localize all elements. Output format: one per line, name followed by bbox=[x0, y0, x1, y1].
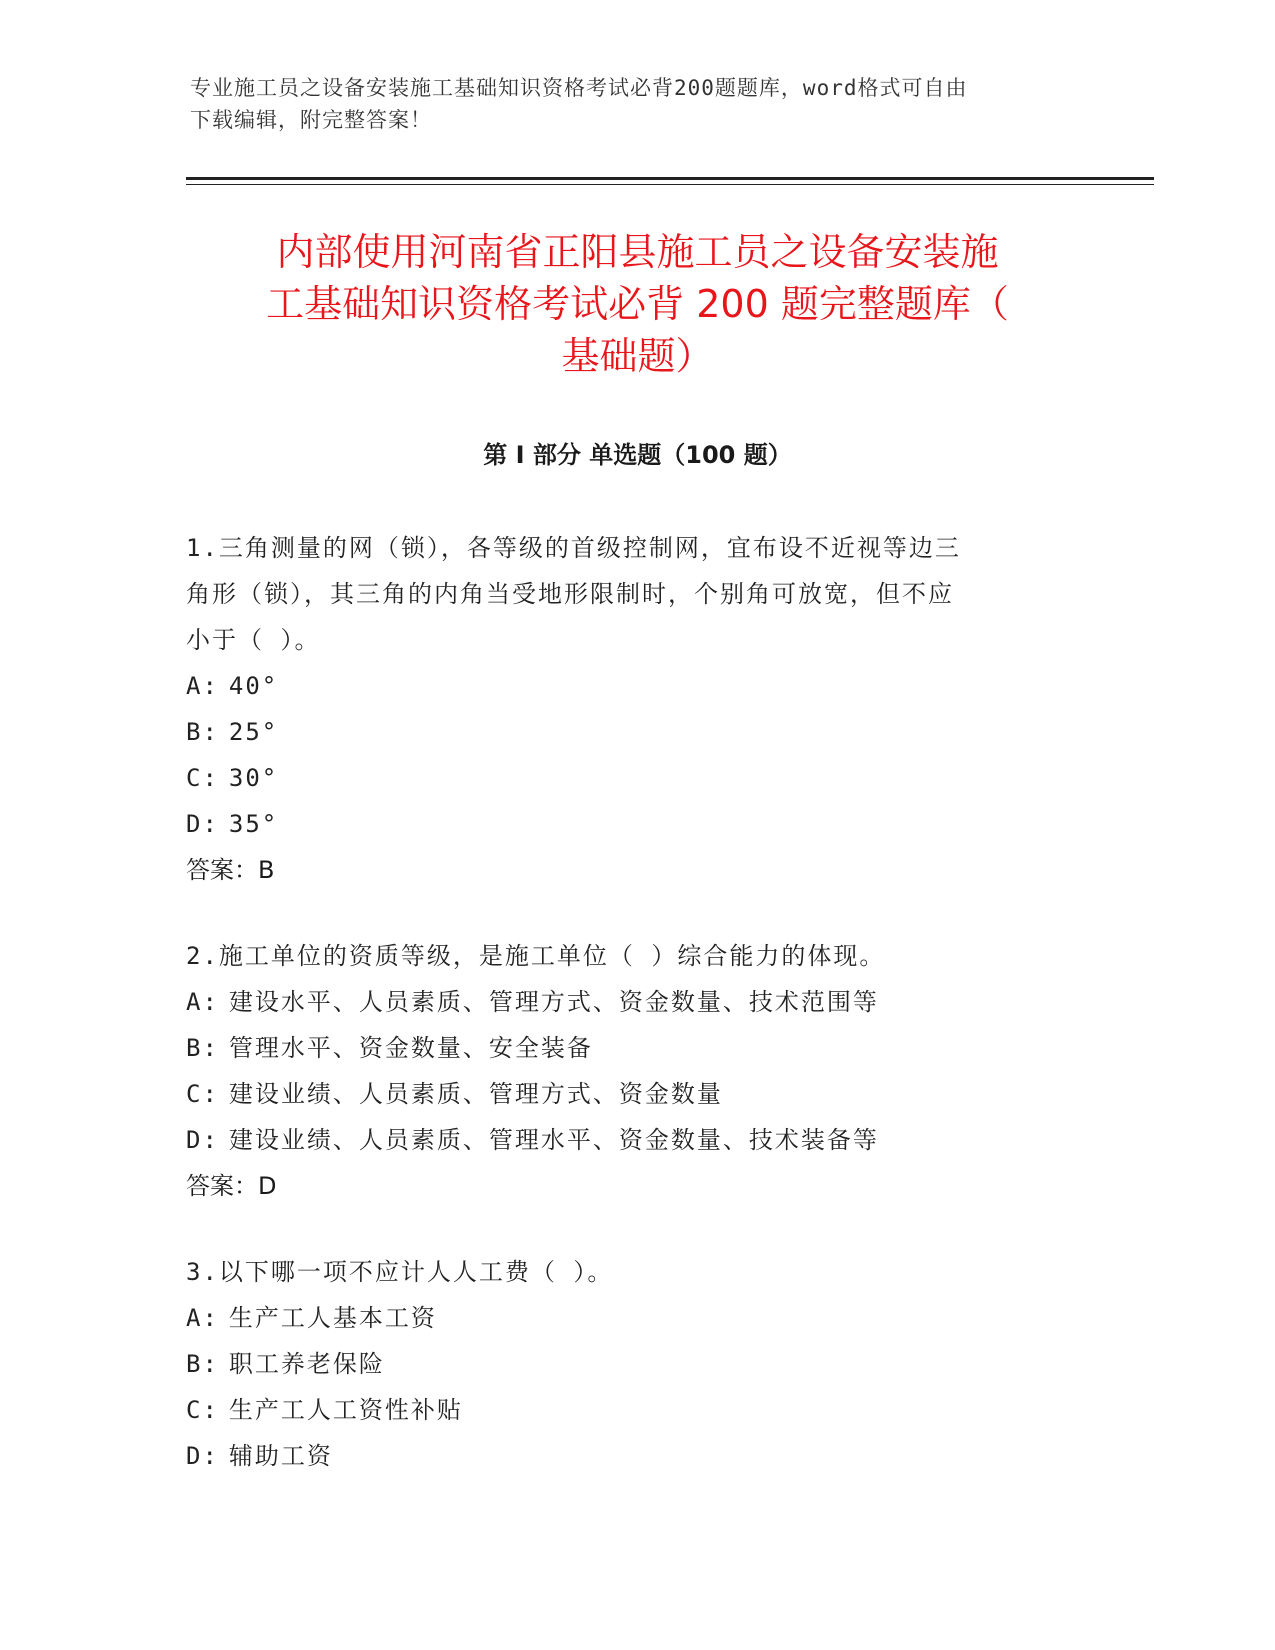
question-stem-line: 角形（锁），其三角的内角当受地形限制时，个别角可放宽，但不应 bbox=[186, 580, 954, 608]
option-c bbox=[186, 1387, 1066, 1433]
header-rule-thick bbox=[186, 177, 1154, 180]
option-c bbox=[186, 1071, 1066, 1117]
option-a bbox=[186, 663, 1066, 709]
option-letter: C: bbox=[186, 1396, 219, 1424]
option-text: 建设水平、人员素质、管理方式、资金数量、技术范围等 bbox=[228, 988, 879, 1016]
option-text: 35° bbox=[228, 810, 279, 838]
option-letter: D: bbox=[186, 1126, 219, 1154]
answer-label: 答案：B bbox=[186, 856, 275, 884]
option-letter: A: bbox=[186, 672, 219, 700]
intro-line-2: 下载编辑，附完整答案！ bbox=[190, 108, 432, 132]
header-rule-thin bbox=[186, 184, 1154, 185]
document-title bbox=[150, 226, 1125, 382]
question-stem-line: 小于（ ）。 bbox=[186, 626, 321, 654]
question-list bbox=[186, 525, 1066, 1519]
title-line-1: 内部使用河南省正阳县施工员之设备安装施 bbox=[276, 230, 999, 274]
question-1 bbox=[186, 525, 1066, 893]
option-text: 40° bbox=[228, 672, 279, 700]
option-a bbox=[186, 979, 1066, 1025]
question-stem-line: 1.三角测量的网（锁），各等级的首级控制网，宜布设不近视等边三 bbox=[186, 534, 961, 562]
option-d bbox=[186, 1117, 1066, 1163]
section-title: 第 I 部分 单选题（100 题） bbox=[483, 441, 792, 469]
option-text: 生产工人基本工资 bbox=[228, 1304, 437, 1332]
title-line-2: 工基础知识资格考试必背 200 题完整题库（ bbox=[266, 282, 1009, 326]
option-a bbox=[186, 1295, 1066, 1341]
option-text: 建设业绩、人员素质、管理方式、资金数量 bbox=[228, 1080, 723, 1108]
option-letter: B: bbox=[186, 1034, 219, 1062]
question-3 bbox=[186, 1249, 1066, 1479]
option-letter: A: bbox=[186, 988, 219, 1016]
option-letter: D: bbox=[186, 1442, 219, 1470]
option-letter: B: bbox=[186, 718, 219, 746]
option-letter: B: bbox=[186, 1350, 219, 1378]
question-stem-line: 3.以下哪一项不应计人人工费（ ）。 bbox=[186, 1258, 614, 1286]
option-letter: A: bbox=[186, 1304, 219, 1332]
question-2 bbox=[186, 933, 1066, 1209]
option-d bbox=[186, 801, 1066, 847]
option-text: 生产工人工资性补贴 bbox=[228, 1396, 463, 1424]
option-text: 管理水平、资金数量、安全装备 bbox=[228, 1034, 593, 1062]
intro-text bbox=[190, 72, 1090, 136]
option-letter: C: bbox=[186, 764, 219, 792]
intro-line-1: 专业施工员之设备安装施工基础知识资格考试必背200题题库，word格式可自由 bbox=[190, 76, 968, 100]
title-line-3: 基础题） bbox=[561, 334, 714, 378]
question-stem-line: 2.施工单位的资质等级，是施工单位（ ）综合能力的体现。 bbox=[186, 942, 886, 970]
option-c bbox=[186, 755, 1066, 801]
option-b bbox=[186, 1341, 1066, 1387]
option-b bbox=[186, 1025, 1066, 1071]
option-text: 25° bbox=[228, 718, 279, 746]
option-b bbox=[186, 709, 1066, 755]
option-text: 30° bbox=[228, 764, 279, 792]
answer-label: 答案：D bbox=[186, 1172, 277, 1200]
option-text: 职工养老保险 bbox=[228, 1350, 385, 1378]
option-d bbox=[186, 1433, 1066, 1479]
option-text: 辅助工资 bbox=[228, 1442, 333, 1470]
option-text: 建设业绩、人员素质、管理水平、资金数量、技术装备等 bbox=[228, 1126, 879, 1154]
option-letter: C: bbox=[186, 1080, 219, 1108]
option-letter: D: bbox=[186, 810, 219, 838]
